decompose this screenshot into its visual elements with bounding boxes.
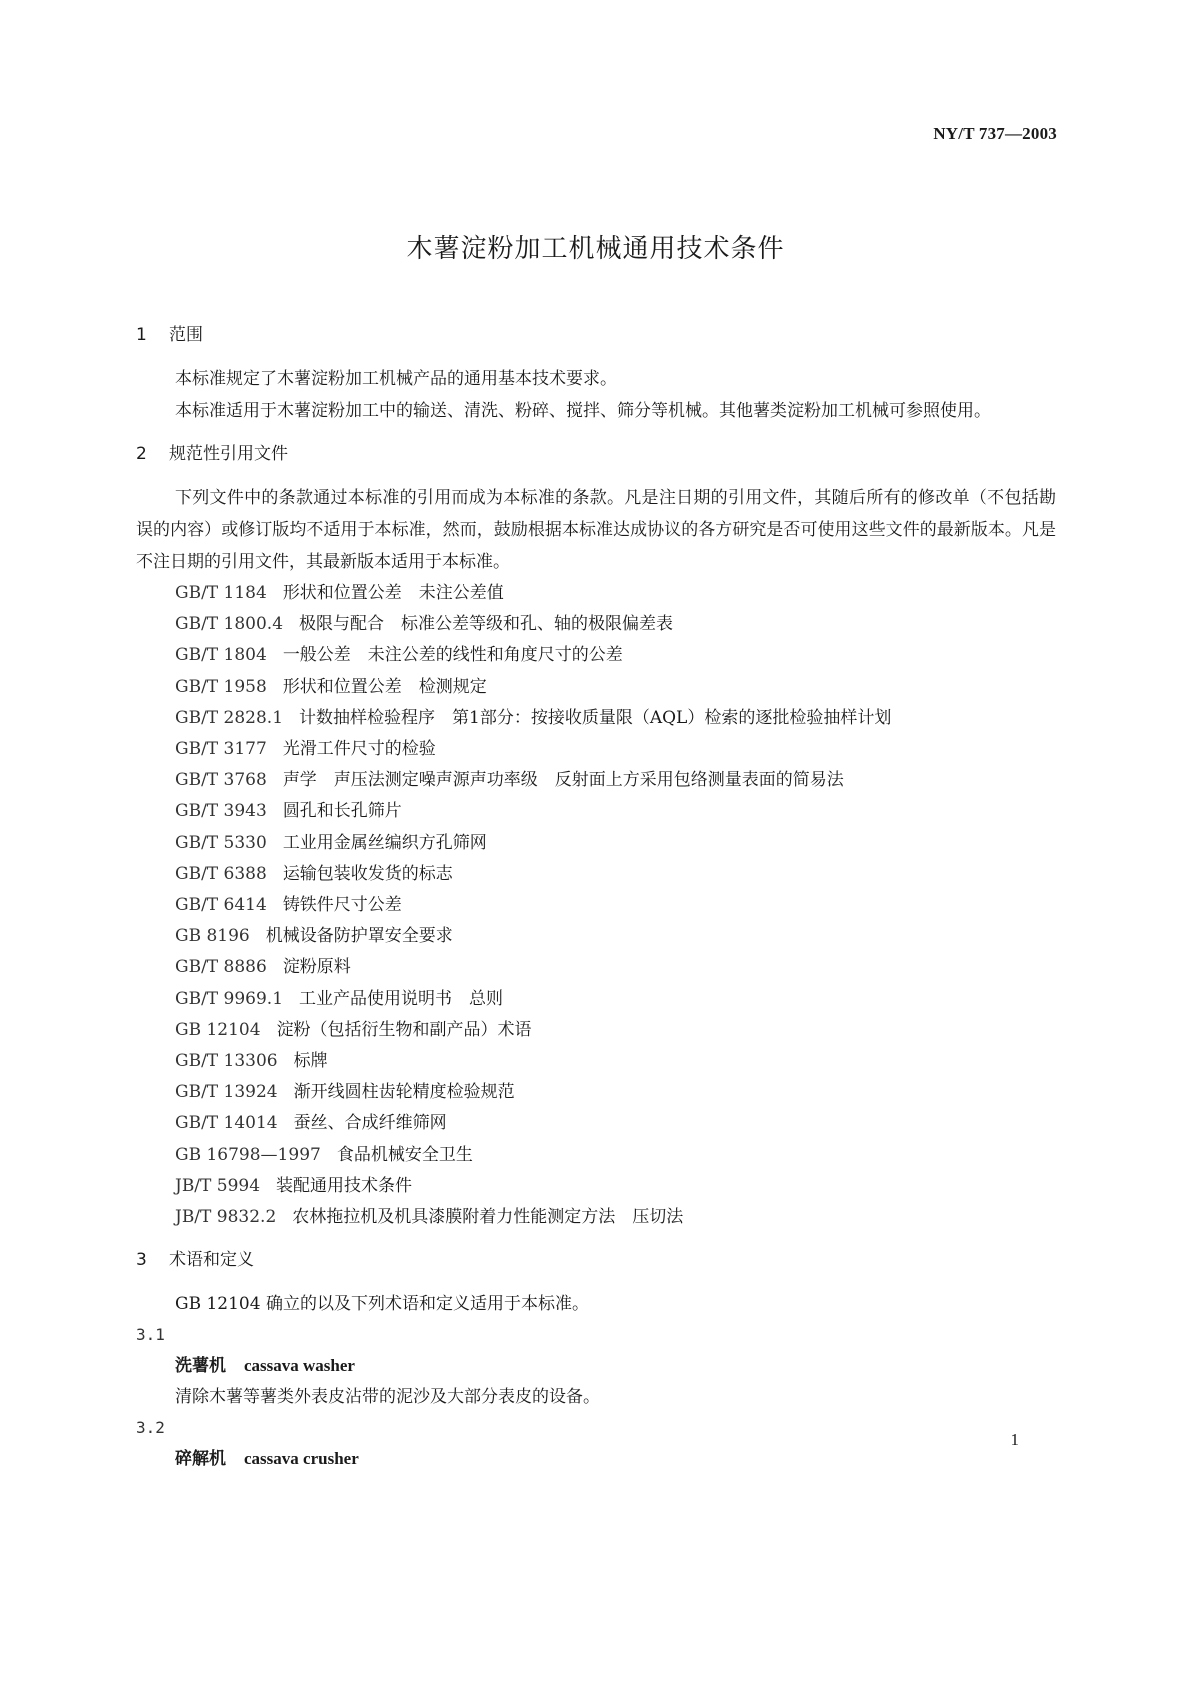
document-body [136,320,1056,1475]
reference-item [136,1015,1056,1046]
reference-code: GB/T 8886 [175,957,267,978]
section-number: 3 [136,1250,147,1271]
reference-title: 蚕丝、合成纤维筛网 [293,1113,447,1134]
reference-title: 圆孔和长孔筛片 [282,801,402,822]
reference-code: GB/T 1804 [175,645,267,666]
section-1-heading [136,320,1056,351]
section-3-heading [136,1245,1056,1276]
normative-reference-list [136,578,1056,1233]
reference-title: 淀粉（包括衍生物和副产品）术语 [276,1019,532,1040]
reference-item [136,1202,1056,1233]
reference-item [136,984,1056,1015]
reference-item [136,765,1056,796]
reference-code: GB/T 14014 [175,1113,278,1134]
reference-title: 声学 声压法测定噪声源声功率级 反射面上方采用包络测量表面的简易法 [282,770,844,791]
reference-item [136,703,1056,734]
section-title: 术语和定义 [169,1250,254,1271]
reference-code: JB/T 5994 [175,1175,261,1196]
reference-title: 标牌 [293,1051,328,1072]
reference-item [136,1140,1056,1171]
reference-title: 淀粉原料 [282,957,351,978]
reference-code: GB/T 6414 [175,895,267,916]
reference-item [136,921,1056,952]
reference-title: 形状和位置公差 未注公差值 [282,583,504,603]
reference-title: 工业用金属丝编织方孔筛网 [282,832,487,853]
reference-title: 光滑工件尺寸的检验 [282,739,436,760]
standard-code: NY/T 737—2003 [933,124,1057,143]
reference-code: GB/T 2828.1 [175,707,284,728]
reference-item [136,1108,1056,1139]
section-title: 规范性引用文件 [169,444,288,464]
reference-code: GB 12104 [175,1019,261,1040]
reference-code: GB/T 1958 [175,676,267,697]
reference-code: GB 16798—1997 [175,1144,321,1165]
reference-code: GB/T 13924 [175,1082,278,1103]
term-number: 3.1 [136,1325,165,1345]
reference-item [136,952,1056,983]
reference-item [136,640,1056,671]
reference-code: JB/T 9832.2 [175,1207,277,1228]
reference-title: 极限与配合 标准公差等级和孔、轴的极限偏差表 [299,614,674,635]
term-heading [136,1350,1056,1382]
section-number: 2 [136,444,147,464]
paragraph: 下列文件中的条款通过本标准的引用而成为本标准的条款。凡是注日期的引用文件，其随后所有的修改单（不包括勘误的内容）或修订版均不适用于本标准，然而，鼓励根据本标准达成协议的各方研究是否可使用这些文件的最新版本。凡是不注日期的引用文件，其最新版本适用于本标准。 [136,488,1056,572]
document-title: 木薯淀粉加工机械通用技术条件 [406,234,785,264]
reference-code: GB/T 6388 [175,863,267,884]
reference-item [136,1171,1056,1202]
reference-item [136,734,1056,765]
reference-code: GB/T 13306 [175,1051,278,1072]
reference-item [136,859,1056,890]
reference-code: GB 8196 [175,926,250,947]
reference-item [136,890,1056,921]
reference-title: 计数抽样检验程序 第1部分：按接收质量限（AQL）检索的逐批检验抽样计划 [299,707,892,728]
section-2-heading [136,439,1056,470]
paragraph: GB 12104 确立的以及下列术语和定义适用于本标准。 [175,1294,589,1315]
section-title: 范围 [169,325,203,345]
reference-item [136,609,1056,640]
reference-code: GB/T 9969.1 [175,988,284,1009]
term-heading [136,1443,1056,1475]
reference-title: 装配通用技术条件 [276,1175,413,1196]
reference-code: GB/T 5330 [175,832,267,853]
reference-title: 形状和位置公差 检测规定 [282,676,487,697]
reference-title: 渐开线圆柱齿轮精度检验规范 [293,1082,515,1103]
reference-item [136,672,1056,703]
page-number: 1 [1010,1430,1019,1449]
reference-title: 运输包装收发货的标志 [282,863,453,884]
reference-title: 一般公差 未注公差的线性和角度尺寸的公差 [282,645,623,666]
reference-title: 食品机械安全卫生 [336,1144,473,1165]
term-en: cassava washer [244,1356,355,1376]
reference-title: 机械设备防护罩安全要求 [265,926,453,947]
term-zh: 碎解机 [175,1449,226,1470]
reference-item [136,796,1056,827]
term-en: cassava crusher [244,1449,359,1469]
term-definition: 清除木薯等薯类外表皮沾带的泥沙及大部分表皮的设备。 [175,1387,600,1408]
reference-item [136,1077,1056,1108]
section-number: 1 [136,325,147,345]
reference-code: GB/T 1184 [175,583,267,603]
term-zh: 洗薯机 [175,1356,226,1377]
reference-item [136,828,1056,859]
reference-code: GB/T 3768 [175,770,267,791]
term-number: 3.2 [136,1418,165,1438]
reference-code: GB/T 1800.4 [175,614,284,635]
reference-item [136,1046,1056,1077]
reference-title: 工业产品使用说明书 总则 [299,988,504,1009]
reference-title: 农林拖拉机及机具漆膜附着力性能测定方法 压切法 [292,1207,684,1228]
paragraph: 本标准规定了木薯淀粉加工机械产品的通用基本技术要求。 [175,369,617,389]
reference-code: GB/T 3943 [175,801,267,822]
reference-code: GB/T 3177 [175,739,267,760]
paragraph: 本标准适用于木薯淀粉加工中的输送、清洗、粉碎、搅拌、筛分等机械。其他薯类淀粉加工机械可参照使用。 [175,401,991,421]
reference-title: 铸铁件尺寸公差 [282,895,402,916]
reference-item [136,578,1056,609]
